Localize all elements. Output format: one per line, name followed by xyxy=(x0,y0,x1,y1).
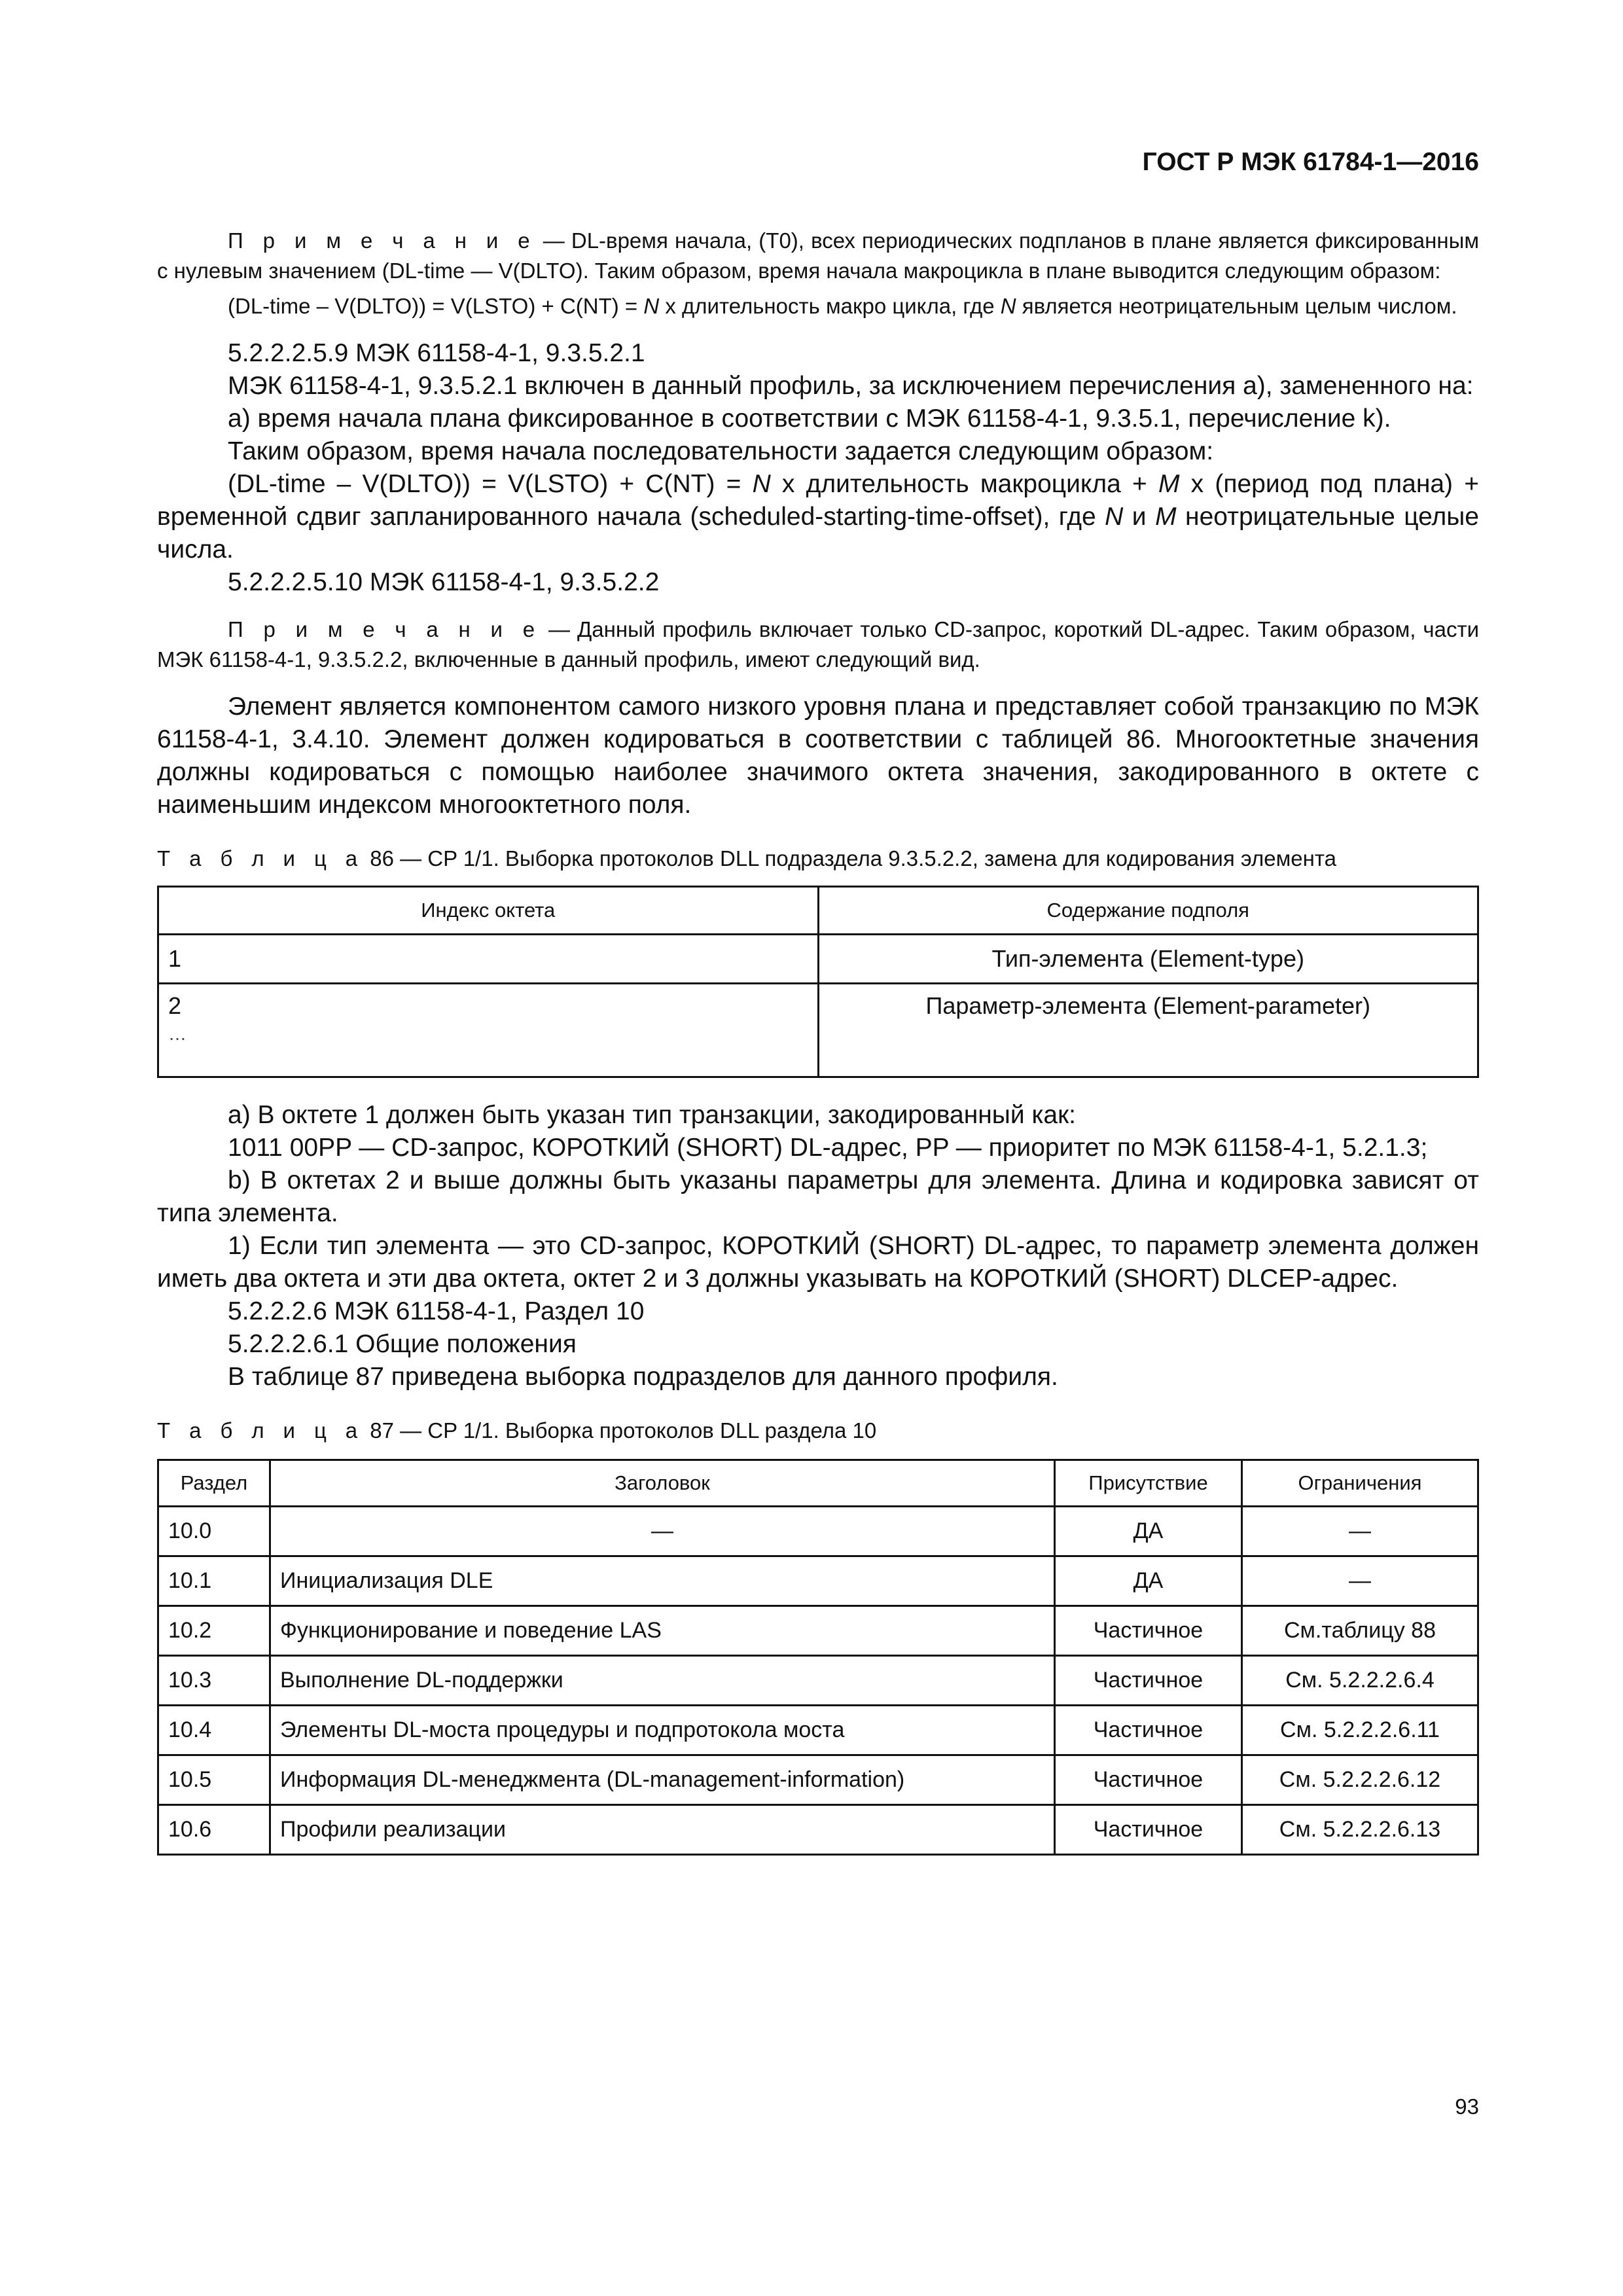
table-cell: Частичное xyxy=(1055,1755,1242,1805)
formula-part: является неотрицательным целым числом. xyxy=(1016,294,1457,318)
table-row xyxy=(158,1755,1478,1805)
table-cell: 1 xyxy=(158,935,819,984)
table-cell: ДА xyxy=(1055,1556,1242,1606)
table-row xyxy=(158,935,1478,984)
section-text: МЭК 61158-4-1, 9.3.5.2.1 включен в данный профиль, за исключением перечисления а), замененного на: xyxy=(228,372,1474,400)
table-cell: См. 5.2.2.2.6.13 xyxy=(1242,1805,1478,1855)
table-cell: ДА xyxy=(1055,1507,1242,1556)
caption-text: 86 — CP 1/1. Выборка протоколов DLL подраздела 9.3.5.2.2, замена для кодирования элемента xyxy=(364,846,1336,870)
formula-part: х длительность макро цикла, где xyxy=(659,294,1001,318)
section-heading-5-2-2-2-5-10: 5.2.2.2.5.10 МЭК 61158-4-1, 9.3.5.2.2 xyxy=(228,568,660,596)
note-2-text: — Данный профиль включает только CD-запрос, короткий DL-адрес. Таким образом, части МЭК 61158-4-1, 9.3.5.2.2, включенные в данный профиль, имеют следующий вид. xyxy=(157,617,1480,672)
table-row xyxy=(158,1606,1478,1656)
caption-label: Т а б л и ц а xyxy=(157,1418,365,1443)
table-row xyxy=(158,1805,1478,1855)
table-cell: 10.0 xyxy=(158,1507,270,1556)
item-a-octet: а) В октете 1 должен быть указан тип транзакции, закодированный как: xyxy=(228,1101,1076,1129)
table-cell: — xyxy=(1242,1507,1478,1556)
table-header-row xyxy=(158,1460,1478,1507)
formula-part: (DL-time – V(DLTO)) = V(LSTO) + C(NT) = xyxy=(228,294,644,318)
formula-var-n: N xyxy=(1000,294,1016,318)
table-cell: Параметр-элемента (Element-parameter) xyxy=(818,984,1478,1077)
table-row xyxy=(158,984,1478,1077)
table-row xyxy=(158,1556,1478,1606)
table-cell: Частичное xyxy=(1055,1805,1242,1855)
item-b-octets: b) В октетах 2 и выше должны быть указаны параметры для элемента. Длина и кодировка зависят от типа элемента. xyxy=(157,1166,1479,1227)
table-header-cell: Раздел xyxy=(158,1460,270,1507)
table-86-caption xyxy=(157,844,1479,874)
table-cell: 10.5 xyxy=(158,1755,270,1805)
formula-var-n: N xyxy=(643,294,660,318)
formula-part: (DL-time – V(DLTO)) = V(LSTO) + C(NT) = xyxy=(228,470,753,498)
code-definition: 1011 00PP — CD-запрос, КОРОТКИЙ (SHORT) DL-адрес, PP — приоритет по МЭК 61158-4-1, 5.2.1.3; xyxy=(228,1134,1428,1162)
table-header-cell: Присутствие xyxy=(1055,1460,1242,1507)
formula-paragraph xyxy=(157,468,1479,566)
table-cell: Функционирование и поведение LAS xyxy=(270,1606,1055,1656)
table-cell: Инициализация DLE xyxy=(270,1556,1055,1606)
formula-var-m: M xyxy=(1158,470,1180,498)
ellipsis: … xyxy=(168,1024,187,1044)
table-cell: Частичное xyxy=(1055,1706,1242,1755)
table-cell: Тип-элемента (Element-type) xyxy=(818,935,1478,984)
table-87 xyxy=(157,1459,1479,1856)
table-cell: См. 5.2.2.2.6.4 xyxy=(1242,1656,1478,1706)
table-row xyxy=(158,1706,1478,1755)
table-cell: См. 5.2.2.2.6.12 xyxy=(1242,1755,1478,1805)
table-cell: 10.1 xyxy=(158,1556,270,1606)
table-cell: Частичное xyxy=(1055,1656,1242,1706)
formula-var-n: N xyxy=(1105,503,1124,531)
octet-index: 2 xyxy=(168,992,182,1019)
table-cell xyxy=(158,984,819,1077)
formula-part: и xyxy=(1123,503,1156,531)
table-header-cell: Ограничения xyxy=(1242,1460,1478,1507)
table-cell: Частичное xyxy=(1055,1606,1242,1656)
table-row xyxy=(158,1507,1478,1556)
table-cell: — xyxy=(270,1507,1055,1556)
list-item-a: а) время начала плана фиксированное в соответствии с МЭК 61158-4-1, 9.3.5.1, перечисление k). xyxy=(228,404,1391,433)
table-header-cell: Заголовок xyxy=(270,1460,1055,1507)
table-87-caption xyxy=(157,1416,1479,1446)
table-row xyxy=(158,1656,1478,1706)
note-1-label: П р и м е ч а н и е xyxy=(228,228,537,253)
formula-part: неотрицательные целые числа. xyxy=(157,503,1479,564)
table-header-cell: Индекс октета xyxy=(158,887,819,935)
table-cell: — xyxy=(1242,1556,1478,1606)
note-1 xyxy=(157,226,1479,286)
table-cell: Информация DL-менеджмента (DL-management-information) xyxy=(270,1755,1055,1805)
table-cell: См.таблицу 88 xyxy=(1242,1606,1478,1656)
table-cell: Элементы DL-моста процедуры и подпротокола моста xyxy=(270,1706,1055,1755)
table-cell: См. 5.2.2.2.6.11 xyxy=(1242,1706,1478,1755)
table-cell: Профили реализации xyxy=(270,1805,1055,1855)
note-2 xyxy=(157,615,1479,675)
element-paragraph: Элемент является компонентом самого низкого уровня плана и представляет собой транзакцию по МЭК 61158-4-1, 3.4.10. Элемент должен кодироваться в соответствии с таблицей 86. Многооктетные значения должны кодироваться с помощью наиболее значимого октета значения, закодированного в октете с наименьшим индексом многооктетного поля. xyxy=(157,692,1479,819)
item-1-element-type: 1) Если тип элемента — это CD-запрос, КОРОТКИЙ (SHORT) DL-адрес, то параметр элемента должен иметь два октета и эти два октета, октет 2 и 3 должны указывать на КОРОТКИЙ (SHORT) DLCEP-адрес. xyxy=(157,1232,1479,1293)
section-heading-5-2-2-2-6-1: 5.2.2.2.6.1 Общие положения xyxy=(228,1330,577,1358)
table-cell: 10.2 xyxy=(158,1606,270,1656)
formula-var-m: M xyxy=(1155,503,1177,531)
section-heading-5-2-2-2-6: 5.2.2.2.6 МЭК 61158-4-1, Раздел 10 xyxy=(228,1297,645,1325)
table-cell: Выполнение DL-поддержки xyxy=(270,1656,1055,1706)
section-heading-5-2-2-2-5-9: 5.2.2.2.5.9 МЭК 61158-4-1, 9.3.5.2.1 xyxy=(228,339,645,367)
formula-part: х длительность макроцикла + xyxy=(770,470,1158,498)
note-1-text: — DL-время начала, (T0), всех периодических подпланов в плане является фиксированным с нулевым значением (DL-time — V(DLTO). Таким образом, время начала макроцикла в плане выводится следующим образом: xyxy=(157,228,1480,283)
table-cell: 10.3 xyxy=(158,1656,270,1706)
caption-text: 87 — CP 1/1. Выборка протоколов DLL раздела 10 xyxy=(364,1418,877,1443)
table-cell: 10.6 xyxy=(158,1805,270,1855)
table-header-row xyxy=(158,887,1478,935)
page-content xyxy=(157,226,1479,1856)
formula-part: х (период под плана) + временной сдвиг запланированного начала (scheduled-starting-time-offset), где xyxy=(157,470,1479,531)
note-1-formula xyxy=(157,291,1479,321)
table-header-cell: Содержание подполя xyxy=(818,887,1478,935)
caption-label: Т а б л и ц а xyxy=(157,846,365,870)
document-id-header: ГОСТ Р МЭК 61784-1—2016 xyxy=(1142,148,1479,176)
formula-var-n: N xyxy=(752,470,771,498)
table-87-intro: В таблице 87 приведена выборка подразделов для данного профиля. xyxy=(228,1363,1058,1391)
page-number: 93 xyxy=(1455,2094,1479,2119)
table-cell: 10.4 xyxy=(158,1706,270,1755)
table-86 xyxy=(157,886,1479,1078)
note-2-label: П р и м е ч а н и е xyxy=(228,617,541,641)
section-text: Таким образом, время начала последовательности задается следующим образом: xyxy=(228,437,1214,465)
